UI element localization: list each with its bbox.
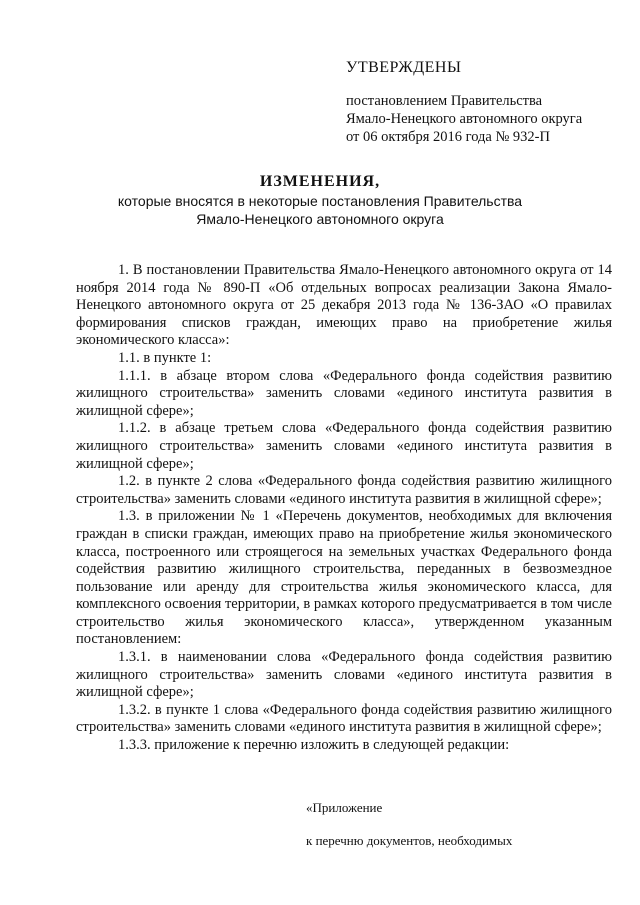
paragraph-1-3: 1.3. в приложении № 1 «Перечень документов, необходимых для включения граждан в списки граждан, имеющих право на приобретение жилья экономического класса, построенного или строящегося на земельных участках Федерального фонда содействия развитию жилищного строительства, переданных в безвозмездное пользование или аренду для строительства жилья экономического класса, для комплексного освоения территории, в рамках которого предусматривается в том числе строительство жилья экономического класса», утвержденном указанным постановлением: — [76, 508, 612, 648]
changes-heading-block — [60, 172, 580, 228]
paragraph-1: 1. В постановлении Правительства Ямало-Ненецкого автономного округа от 14 ноября 2014 года № 890-П «Об отдельных вопросах реализации Закона Ямало-Ненецкого автономного округа от 25 декабря 2013 года № 136-ЗАО «О правилах формирования списков граждан, имеющих право на приобретение жилья экономического класса»: — [76, 262, 612, 349]
approval-block — [346, 58, 582, 146]
approval-line-2: Ямало-Ненецкого автономного округа — [346, 111, 583, 127]
appendix-line-2: к перечню документов, необходимых — [306, 833, 513, 848]
appendix-line-1: «Приложение — [306, 800, 383, 815]
approval-title: УТВЕРЖДЕНЫ — [346, 59, 462, 76]
paragraph-1-1-2: 1.1.2. в абзаце третьем слова «Федерального фонда содействия развитию жилищного строительства» заменить словами «единого института развития в жилищной сфере»; — [76, 420, 612, 472]
changes-heading: ИЗМЕНЕНИЯ, — [259, 173, 381, 190]
paragraph-1-3-2: 1.3.2. в пункте 1 слова «Федерального фонда содействия развитию жилищного строительства» заменить словами «единого института развития в жилищной сфере»; — [76, 701, 612, 736]
paragraph-1-1: 1.1. в пункте 1: — [118, 349, 212, 366]
paragraph-1-2: 1.2. в пункте 2 слова «Федерального фонда содействия развитию жилищного строительства» заменить словами «единого института развития в жилищной сфере»; — [76, 473, 612, 507]
appendix-header — [306, 800, 512, 849]
paragraph-1-3-1: 1.3.1. в наименовании слова «Федерального фонда содействия развитию жилищного строительства» заменить словами «единого института развития в жилищной сфере»; — [76, 649, 612, 701]
paragraph-1-3-3: 1.3.3. приложение к перечню изложить в следующей редакции: — [118, 737, 510, 754]
approval-line-3: от 06 октября 2016 года № 932-П — [346, 129, 550, 145]
document-body — [76, 262, 612, 755]
changes-subtitle-2: Ямало-Ненецкого автономного округа — [196, 211, 444, 227]
approval-line-1: постановлением Правительства — [346, 93, 543, 109]
paragraph-1-1-1: 1.1.1. в абзаце втором слова «Федерального фонда содействия развитию жилищного строительства» заменить словами «единого института развития в жилищной сфере»; — [76, 367, 612, 419]
changes-subtitle-1: которые вносятся в некоторые постановления Правительства — [117, 193, 523, 209]
